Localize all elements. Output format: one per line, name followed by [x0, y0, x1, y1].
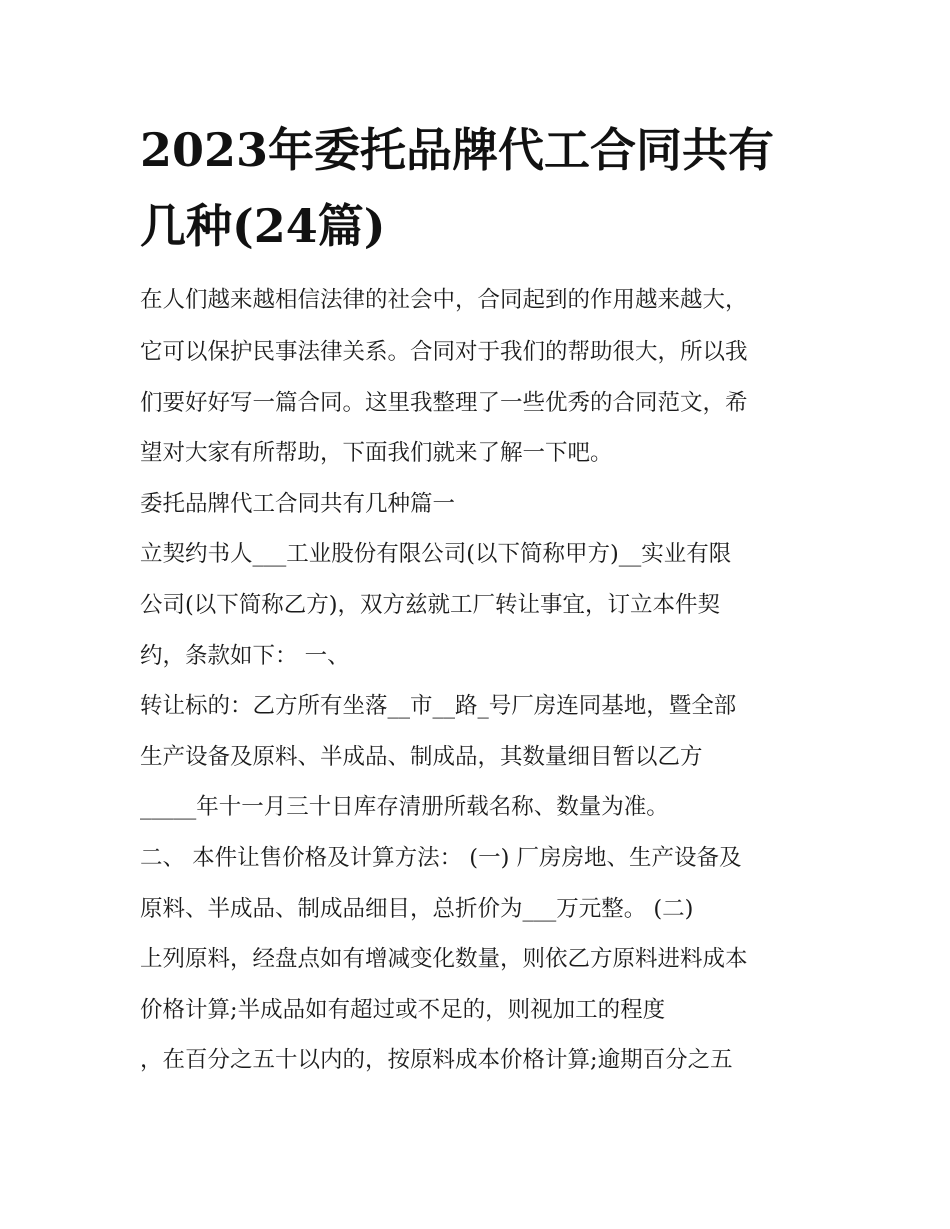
paragraph-line: _____年十一月三十日库存清册所载名称、数量为准。: [140, 794, 669, 820]
paragraph-line: 原料、半成品、制成品细目，总折价为___万元整。 (二): [140, 896, 694, 922]
title-line-2: 几种(24篇): [140, 199, 386, 253]
title-line-1: 2023年委托品牌代工合同共有: [140, 123, 775, 177]
section-heading: 委托品牌代工合同共有几种篇一: [140, 491, 456, 517]
paragraph-line: 约，条款如下： 一、: [140, 643, 350, 669]
paragraph-line: 它可以保护民事法律关系。合同对于我们的帮助很大，所以我: [140, 339, 748, 365]
paragraph-line: 公司(以下简称乙方)，双方兹就工厂转让事宜，订立本件契: [140, 592, 721, 618]
document-title: [140, 112, 830, 264]
paragraph-line: 转让标的：乙方所有坐落__市__路_号厂房连同基地，暨全部: [140, 693, 737, 719]
paragraph-line: 望对大家有所帮助，下面我们就来了解一下吧。: [140, 440, 613, 466]
paragraph-line: ，在百分之五十以内的，按原料成本价格计算;逾期百分之五: [140, 1047, 733, 1073]
paragraph-line: 们要好好写一篇合同。这里我整理了一些优秀的合同范文，希: [140, 390, 748, 416]
paragraph-line: 二、 本件让售价格及计算方法： (一) 厂房房地、生产设备及: [140, 845, 742, 871]
paragraph-line: 上列原料，经盘点如有增减变化数量，则依乙方原料进料成本: [140, 946, 748, 972]
paragraph-line: 价格计算;半成品如有超过或不足的，则视加工的程度: [140, 997, 666, 1023]
paragraph-line: 生产设备及原料、半成品、制成品，其数量细目暂以乙方: [140, 744, 703, 770]
paragraph-line: 立契约书人___工业股份有限公司(以下简称甲方)__实业有限: [140, 541, 732, 567]
paragraph-line: 在人们越来越相信法律的社会中，合同起到的作用越来越大，: [140, 287, 748, 313]
